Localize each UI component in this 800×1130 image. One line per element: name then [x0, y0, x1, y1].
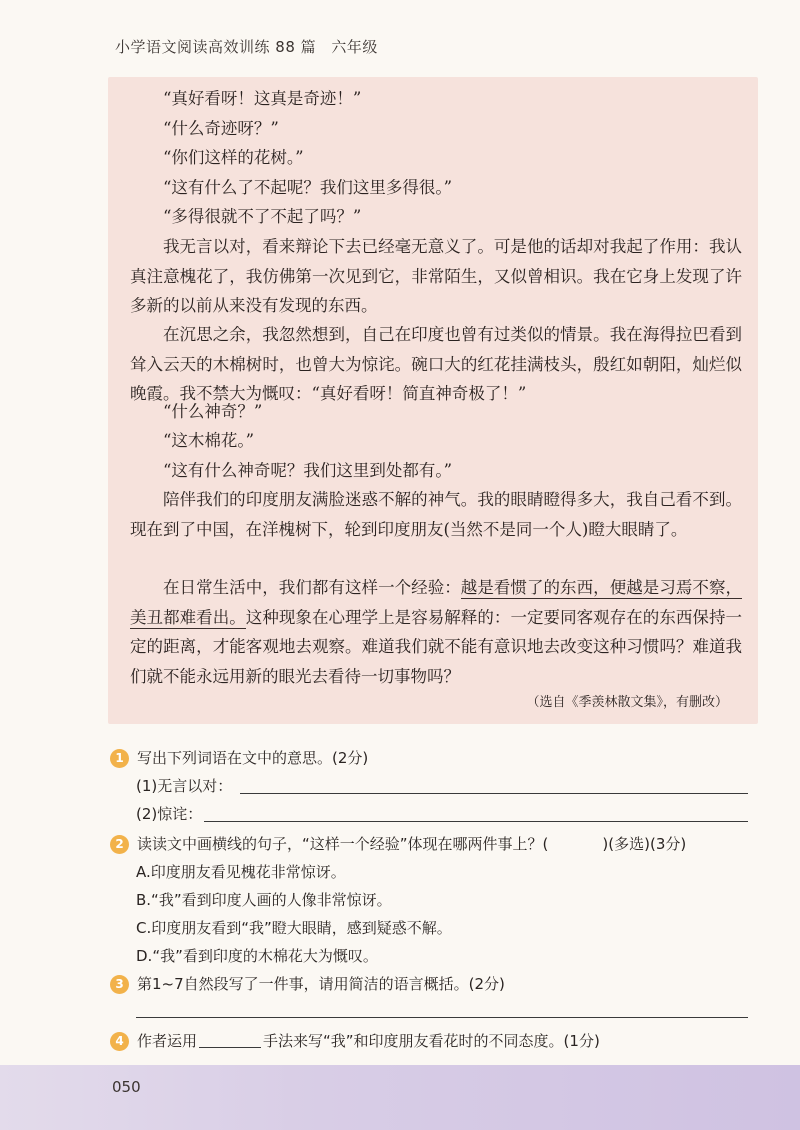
passage-paragraph: 陪伴我们的印度朋友满脸迷惑不解的神气。我的眼睛瞪得多大，我自己看不到。现在到了中国，在洋槐树下，轮到印度朋友(当然不是同一个人)瞪大眼睛了。 — [130, 490, 742, 539]
answer-blank[interactable] — [199, 1033, 261, 1048]
q1-sub-1: (1)无言以对： — [136, 777, 233, 795]
passage-line: “多得很就不了不起了吗？” — [163, 207, 362, 226]
reading-passage — [108, 77, 758, 724]
passage-line: “这有什么了不起呢？我们这里多得很。” — [163, 178, 453, 197]
option-b: B.“我”看到印度人画的人像非常惊讶。 — [136, 891, 392, 909]
passage-paragraph: 在沉思之余，我忽然想到，自己在印度也曾有过类似的情景。我在海得拉巴看到耸入云天的木棉树时，也曾大为惊诧。碗口大的红花挂满枝头，殷红如朝阳，灿烂似晚霞。我不禁大为慨叹：“真好看呀！简直神奇极了！” — [130, 325, 742, 403]
option-d: D.“我”看到印度的木棉花大为慨叹。 — [136, 947, 378, 965]
passage-line: “你们这样的花树。” — [163, 148, 304, 167]
question-text-tail: )(多选)(3分) — [602, 835, 687, 853]
para12-post: 这种现象在心理学上是容易解释的：一定要同客观存在的东西保持一定的距离，才能客观地去观察。难道我们就不能有意识地去改变这种习惯吗？难道我们就不能永远用新的眼光去看待一切事物吗？ — [130, 607, 743, 686]
book-title: 小学语文阅读高效训练 88 篇 — [115, 38, 317, 56]
question-number-badge: 3 — [110, 975, 129, 994]
question-text: 写出下列词语在文中的意思。(2分) — [137, 749, 369, 767]
answer-line[interactable] — [240, 793, 748, 794]
book-header — [115, 36, 378, 57]
question-number-badge: 2 — [110, 835, 129, 854]
question-3 — [110, 973, 505, 994]
option-c: C.印度朋友看到“我”瞪大眼睛，感到疑惑不解。 — [136, 919, 452, 937]
passage-paragraph — [130, 573, 742, 691]
question-number-badge: 1 — [110, 749, 129, 768]
passage-line: “真好看呀！这真是奇迹！” — [163, 89, 362, 108]
passage-line: “这木棉花。” — [163, 431, 255, 450]
passage-line: “这有什么神奇呢？我们这里到处都有。” — [163, 461, 453, 480]
question-2 — [110, 833, 686, 854]
underlined-sentence: 越是看惯了的东西，便越是习焉不察，美丑都难看出。 — [130, 578, 743, 627]
question-text: 第1~7自然段写了一件事，请用简洁的语言概括。(2分) — [137, 975, 505, 993]
grade-label: 六年级 — [331, 38, 378, 56]
question-text: 作者运用 — [137, 1032, 198, 1050]
para12-pre: 在日常生活中，我们都有这样一个经验： — [163, 578, 461, 597]
answer-line[interactable] — [204, 821, 748, 822]
question-text: 读读文中画横线的句子，“这样一个经验”体现在哪两件事上？( — [137, 835, 549, 853]
source-citation: （选自《季羡林散文集》，有删改） — [526, 695, 728, 710]
passage-line: “什么神奇？” — [163, 402, 263, 421]
question-4 — [110, 1030, 600, 1051]
q1-sub-2: (2)惊诧： — [136, 805, 203, 823]
question-1 — [110, 747, 368, 768]
answer-line[interactable] — [136, 1017, 748, 1018]
footer-band — [0, 1065, 800, 1130]
passage-paragraph: 我无言以对，看来辩论下去已经毫无意义了。可是他的话却对我起了作用：我认真注意槐花了，我仿佛第一次见到它，非常陌生，又似曾相识。我在它身上发现了许多新的以前从来没有发现的东西。 — [130, 237, 742, 315]
page-number: 050 — [112, 1078, 141, 1096]
question-text-tail: 手法来写“我”和印度朋友看花时的不同态度。(1分) — [263, 1032, 600, 1050]
passage-line: “什么奇迹呀？” — [163, 119, 279, 138]
question-number-badge: 4 — [110, 1032, 129, 1051]
option-a: A.印度朋友看见槐花非常惊讶。 — [136, 863, 346, 881]
